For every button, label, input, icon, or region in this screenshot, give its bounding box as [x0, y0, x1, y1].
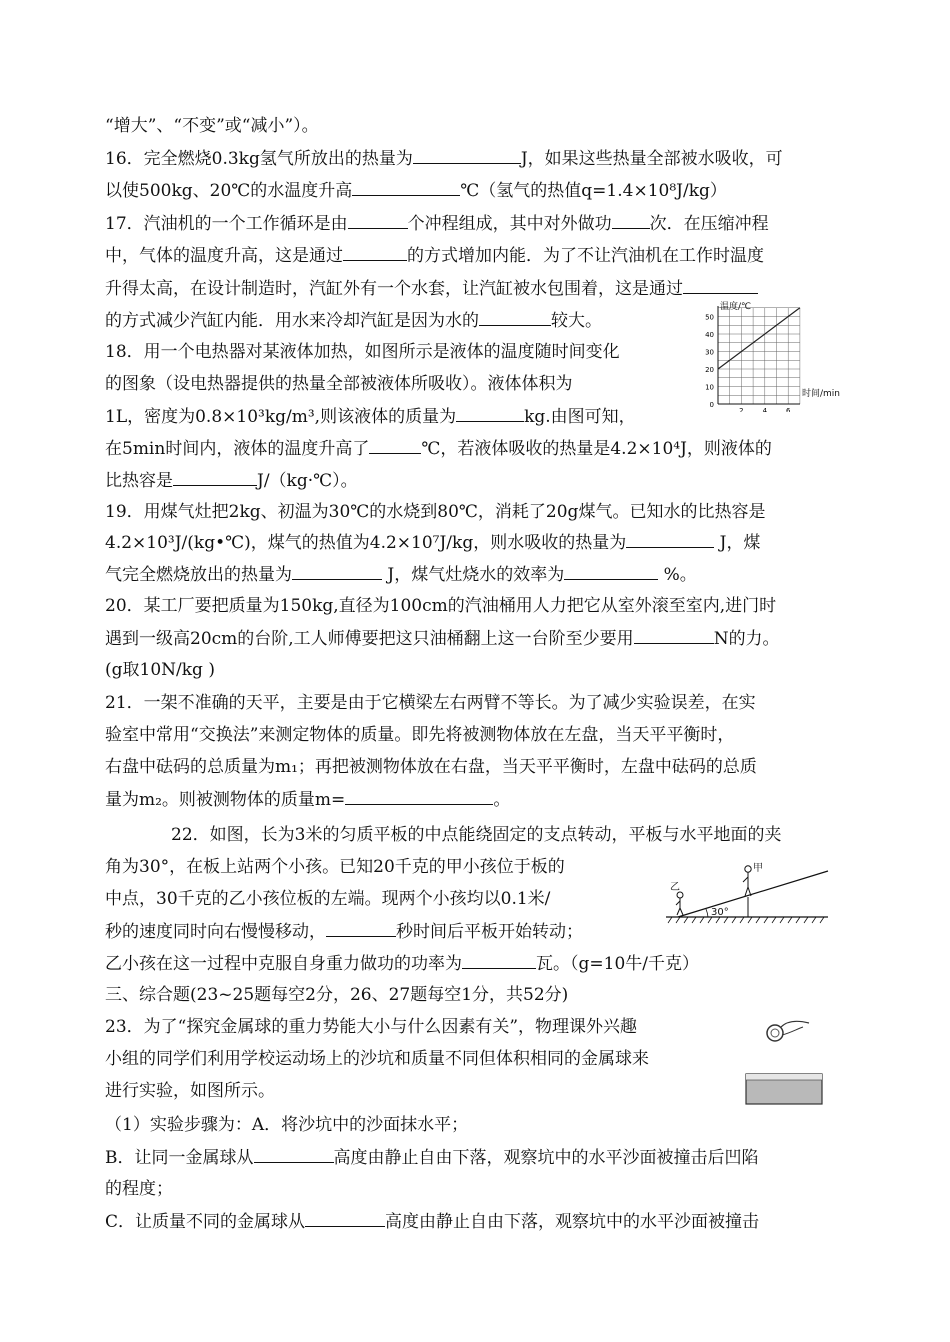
text-line	[105, 178, 727, 203]
text-line	[105, 787, 510, 812]
temperature-time-graph	[698, 300, 873, 416]
x-tick-label: 6	[785, 407, 791, 412]
text-segment: %。	[658, 565, 697, 585]
answer-blank[interactable]	[345, 787, 493, 805]
text-segment: 个冲程组成，其中对外做功	[407, 214, 612, 234]
text-segment: 乙小孩在这一过程中克服自身重力做功的功率为	[105, 954, 462, 974]
text-segment: 23．为了“探究金属球的重力势能大小与什么因素有关”，物理课外兴趣	[105, 1017, 638, 1037]
seesaw-figure	[656, 857, 831, 929]
graph-y-label: 温度/℃	[720, 302, 752, 312]
text-line	[171, 823, 781, 847]
text-line	[105, 658, 215, 682]
text-line	[105, 951, 699, 976]
text-segment: 秒的速度同时向右慢慢移动，	[105, 922, 326, 942]
text-segment: 验室中常用“交换法”来测定物体的质量。即先将被测物体放在左盘，当天平平衡时，	[105, 725, 735, 745]
text-line	[105, 1209, 759, 1234]
text-line	[105, 500, 765, 524]
answer-blank[interactable]	[462, 951, 536, 969]
y-tick-label: 20	[705, 366, 714, 374]
answer-blank[interactable]	[413, 146, 521, 164]
text-segment: 三、综合题(23~25题每空2分，26、27题每空1分，共52分)	[105, 985, 569, 1005]
text-line	[105, 1177, 173, 1201]
text-segment: 21．一架不准确的天平，主要是由于它横梁左右两臂不等长。为了减少实验误差，在实	[105, 693, 756, 713]
text-segment: J，如果这些热量全部被水吸收，可	[520, 149, 783, 169]
text-line	[105, 626, 780, 651]
text-segment: 次．在压缩冲程	[649, 214, 769, 234]
y-tick-label: 30	[705, 348, 714, 357]
text-line	[105, 887, 550, 911]
text-line	[105, 1079, 275, 1103]
text-segment: ℃（氢气的热值q=1.4×10⁸J/kg）	[460, 181, 727, 201]
text-segment: 比热容是	[105, 471, 173, 491]
answer-blank[interactable]	[352, 178, 460, 196]
text-line	[105, 1113, 468, 1137]
ball-hand-figure	[757, 1013, 827, 1061]
text-line	[105, 146, 783, 171]
text-segment: 4.2×10³J/(kg•℃)，煤气的热值为4.2×10⁷J/kg，则水吸收的热量为	[105, 533, 627, 553]
text-segment: 20．某工厂要把质量为150kg,直径为100cm的汽油桶用人力把它从室外滚至室内,进门时	[105, 596, 777, 616]
text-segment: 角为30°，在板上站两个小孩。已知20千克的甲小孩位于板的	[105, 857, 565, 877]
text-segment: 高度由静止自由下落，观察坑中的水平沙面被撞击后凹陷	[333, 1148, 759, 1168]
text-segment: 以使500kg、20℃的水温度升高	[105, 181, 353, 201]
answer-blank[interactable]	[343, 243, 407, 261]
text-segment: (g取10N/kg )	[105, 660, 215, 680]
text-segment: 的程度；	[105, 1179, 173, 1199]
text-line	[105, 114, 319, 138]
answer-blank[interactable]	[683, 276, 758, 294]
graph-series-line	[718, 308, 800, 369]
angle-label: 30°	[711, 907, 729, 918]
text-line	[105, 468, 358, 493]
text-segment: C．让质量不同的金属球从	[105, 1212, 306, 1232]
answer-blank[interactable]	[564, 562, 658, 580]
text-line	[105, 723, 734, 747]
answer-blank[interactable]	[634, 626, 714, 644]
text-line	[105, 594, 776, 618]
text-line	[105, 983, 568, 1007]
text-segment: 18．用一个电热器对某液体加热，如图所示是液体的温度随时间变化	[105, 342, 620, 362]
label-jia: 甲	[753, 863, 763, 874]
text-segment: 。	[493, 790, 511, 810]
graph-x-label: 时间/min	[802, 389, 841, 399]
text-segment: 中，气体的温度升高，这是通过	[105, 246, 343, 266]
text-segment: B．让同一金属球从	[105, 1148, 254, 1168]
answer-blank[interactable]	[456, 404, 524, 422]
text-line	[105, 530, 760, 555]
text-segment: 17．汽油机的一个工作循环是由	[105, 214, 348, 234]
text-segment: 量为m₂。则被测物体的质量m=	[105, 790, 346, 810]
text-line	[105, 243, 764, 268]
text-line	[105, 276, 758, 301]
text-line	[105, 755, 757, 779]
text-segment: J，煤	[714, 533, 761, 553]
text-line	[105, 211, 769, 236]
text-segment: 22．如图，长为3米的匀质平板的中点能绕固定的支点转动，平板与水平地面的夹	[171, 825, 782, 845]
text-line	[105, 1047, 649, 1071]
x-tick-label: 2	[739, 407, 744, 412]
answer-blank[interactable]	[348, 211, 408, 229]
text-segment: 瓦。（g=10牛/千克）	[536, 954, 699, 974]
answer-blank[interactable]	[369, 436, 421, 454]
text-segment: “增大”、“不变”或“减小”）。	[105, 116, 319, 136]
text-line	[105, 436, 772, 461]
answer-blank[interactable]	[305, 1209, 385, 1227]
text-segment: 的方式减少汽缸内能．用水来冷却汽缸是因为水的	[105, 311, 479, 331]
text-segment: 16．完全燃烧0.3kg氢气所放出的热量为	[105, 149, 413, 169]
text-segment: 1L，密度为0.8×10³kg/m³,则该液体的质量为	[105, 407, 457, 427]
text-segment: 气完全燃烧放出的热量为	[105, 565, 292, 585]
y-tick-label: 10	[705, 383, 714, 392]
text-segment: J，煤气灶烧水的效率为	[382, 565, 565, 585]
answer-blank[interactable]	[292, 562, 382, 580]
text-line	[105, 404, 636, 429]
answer-blank[interactable]	[173, 468, 257, 486]
text-line	[105, 1015, 637, 1039]
text-segment: 19．用煤气灶把2kg、初温为30℃的水烧到80℃，消耗了20g煤气。已知水的比热容是	[105, 502, 766, 522]
text-segment: （1）实验步骤为：A．将沙坑中的沙面抹水平；	[105, 1115, 469, 1135]
text-line	[105, 372, 573, 396]
text-segment: 中点，30千克的乙小孩位板的左端。现两个小孩均以0.1米/	[105, 889, 551, 909]
text-line	[105, 1145, 759, 1170]
text-segment: 秒时间后平板开始转动；	[396, 922, 583, 942]
answer-blank[interactable]	[326, 919, 396, 937]
text-segment: ℃，若液体吸收的热量是4.2×10⁴J，则液体的	[421, 439, 772, 459]
answer-blank[interactable]	[612, 211, 650, 229]
text-segment: 右盘中砝码的总质量为m₁；再把被测物体放在右盘，当天平平衡时，左盘中砝码的总质	[105, 757, 757, 777]
text-line	[105, 562, 697, 587]
x-tick-label: 4	[762, 407, 768, 412]
text-segment: 进行实验，如图所示。	[105, 1081, 275, 1101]
text-segment: 升得太高，在设计制造时，汽缸外有一个水套，让汽缸被水包围着，这是通过	[105, 279, 683, 299]
y-tick-label: 50	[705, 313, 714, 322]
label-yi: 乙	[670, 882, 680, 893]
text-segment: 在5min时间内，液体的温度升高了	[105, 439, 370, 459]
answer-blank[interactable]	[626, 530, 714, 548]
text-line	[105, 308, 602, 333]
y-tick-label: 40	[705, 331, 714, 339]
sand-pit-figure	[745, 1072, 825, 1112]
text-segment: 较大。	[551, 311, 602, 331]
answer-blank[interactable]	[479, 308, 551, 326]
text-segment: kg.由图可知，	[524, 407, 636, 427]
text-line	[105, 919, 583, 944]
text-line	[105, 340, 620, 364]
text-segment: 遇到一级高20cm的台阶,工人师傅要把这只油桶翻上这一台阶至少要用	[105, 629, 634, 649]
text-segment: 高度由静止自由下落，观察坑中的水平沙面被撞击	[385, 1212, 760, 1232]
y-tick-label: 0	[709, 401, 714, 409]
text-segment: 小组的同学们利用学校运动场上的沙坑和质量不同但体积相同的金属球来	[105, 1049, 649, 1069]
text-line	[105, 855, 565, 879]
text-segment: N的力。	[713, 629, 780, 649]
text-segment: 的方式增加内能．为了不让汽油机在工作时温度	[407, 246, 764, 266]
text-segment: 的图象（设电热器提供的热量全部被液体所吸收）。液体体积为	[105, 374, 573, 394]
text-line	[105, 691, 756, 715]
text-segment: J/（kg·℃）。	[257, 471, 358, 491]
answer-blank[interactable]	[254, 1145, 334, 1163]
